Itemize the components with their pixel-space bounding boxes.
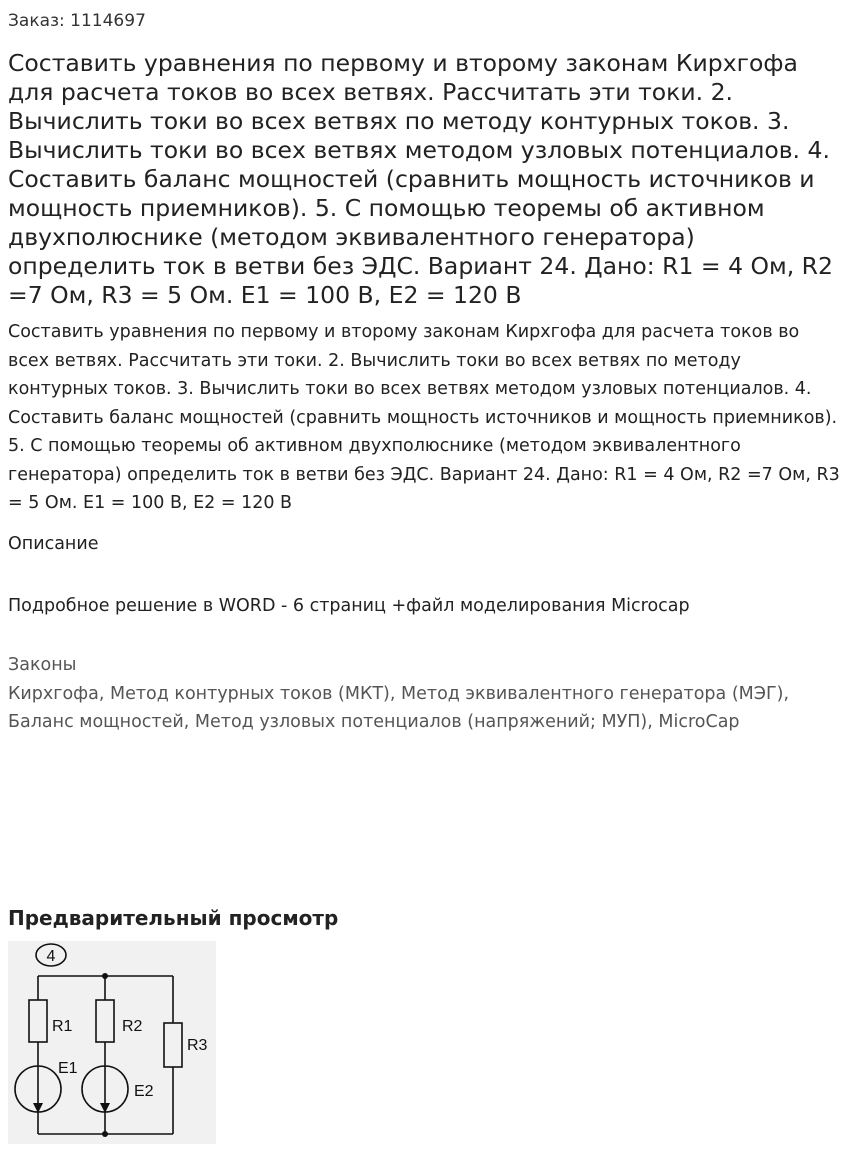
order-number: Заказ: 1114697 xyxy=(8,11,146,31)
r3-resistor xyxy=(164,1023,182,1067)
description-text: Составить уравнения по первому и второму законам Кирхгофа для расчета токов во всех ветвях. Рассчитать эти токи. 2. Вычислить токи во всех ветвях по методу контурных токов. 3. Вычислить токи во всех ветвях методом узловых потенциалов. 4. Составить баланс мощностей (сравнить мощность источников и мощность приемников). 5. С помощью теоремы об активном двухполюснике (методом эквивалентного генератора) определить ток в ветви без ЭДС. Вариант 24. Дано: R1 = 4 Ом, R2 =7 Ом, R3 = 5 Ом. E1 = 100 В, E2 = 120 В xyxy=(8,322,840,513)
circuit-preview-image xyxy=(8,941,216,1144)
laws-text: Кирхгофа, Метод контурных токов (МКТ), Метод эквивалентного генератора (МЭГ), Баланс мощностей, Метод узловых потенциалов (напряжений; МУП), MicroCap xyxy=(8,683,790,732)
r2-resistor xyxy=(96,1000,114,1042)
laws-heading: Законы xyxy=(8,655,77,675)
circuit-diagram xyxy=(8,941,216,1144)
laws-section xyxy=(8,651,828,737)
r1-resistor xyxy=(29,1000,47,1042)
junction-bottom xyxy=(102,1131,108,1137)
preview-heading: Предварительный просмотр xyxy=(8,906,339,930)
r3-label: R3 xyxy=(187,1037,208,1054)
r2-label: R2 xyxy=(122,1018,143,1035)
r1-label: R1 xyxy=(52,1018,73,1035)
solution-details: Подробное решение в WORD - 6 страниц +файл моделирования Microcap xyxy=(8,596,690,616)
e1-label: E1 xyxy=(58,1060,78,1077)
variant-label: 4 xyxy=(46,948,56,965)
description-heading: Описание xyxy=(8,534,99,554)
e2-label: E2 xyxy=(134,1083,154,1100)
page-title: Составить уравнения по первому и второму законам Кирхгофа для расчета токов во всех ветвях. Рассчитать эти токи. 2. Вычислить токи во всех ветвях по методу контурных токов. 3. Вычислить токи во всех ветвях методом узловых потенциалов. 4. Составить баланс мощностей (сравнить мощность источников и мощность приемников). 5. С помощью теоремы об активном двухполюснике (методом эквивалентного генератора) определить ток в ветви без ЭДС. Вариант 24. Дано: R1 = 4 Ом, R2 =7 Ом, R3 = 5 Ом. E1 = 100 В, E2 = 120 В xyxy=(8,49,833,309)
junction-top xyxy=(102,973,108,979)
